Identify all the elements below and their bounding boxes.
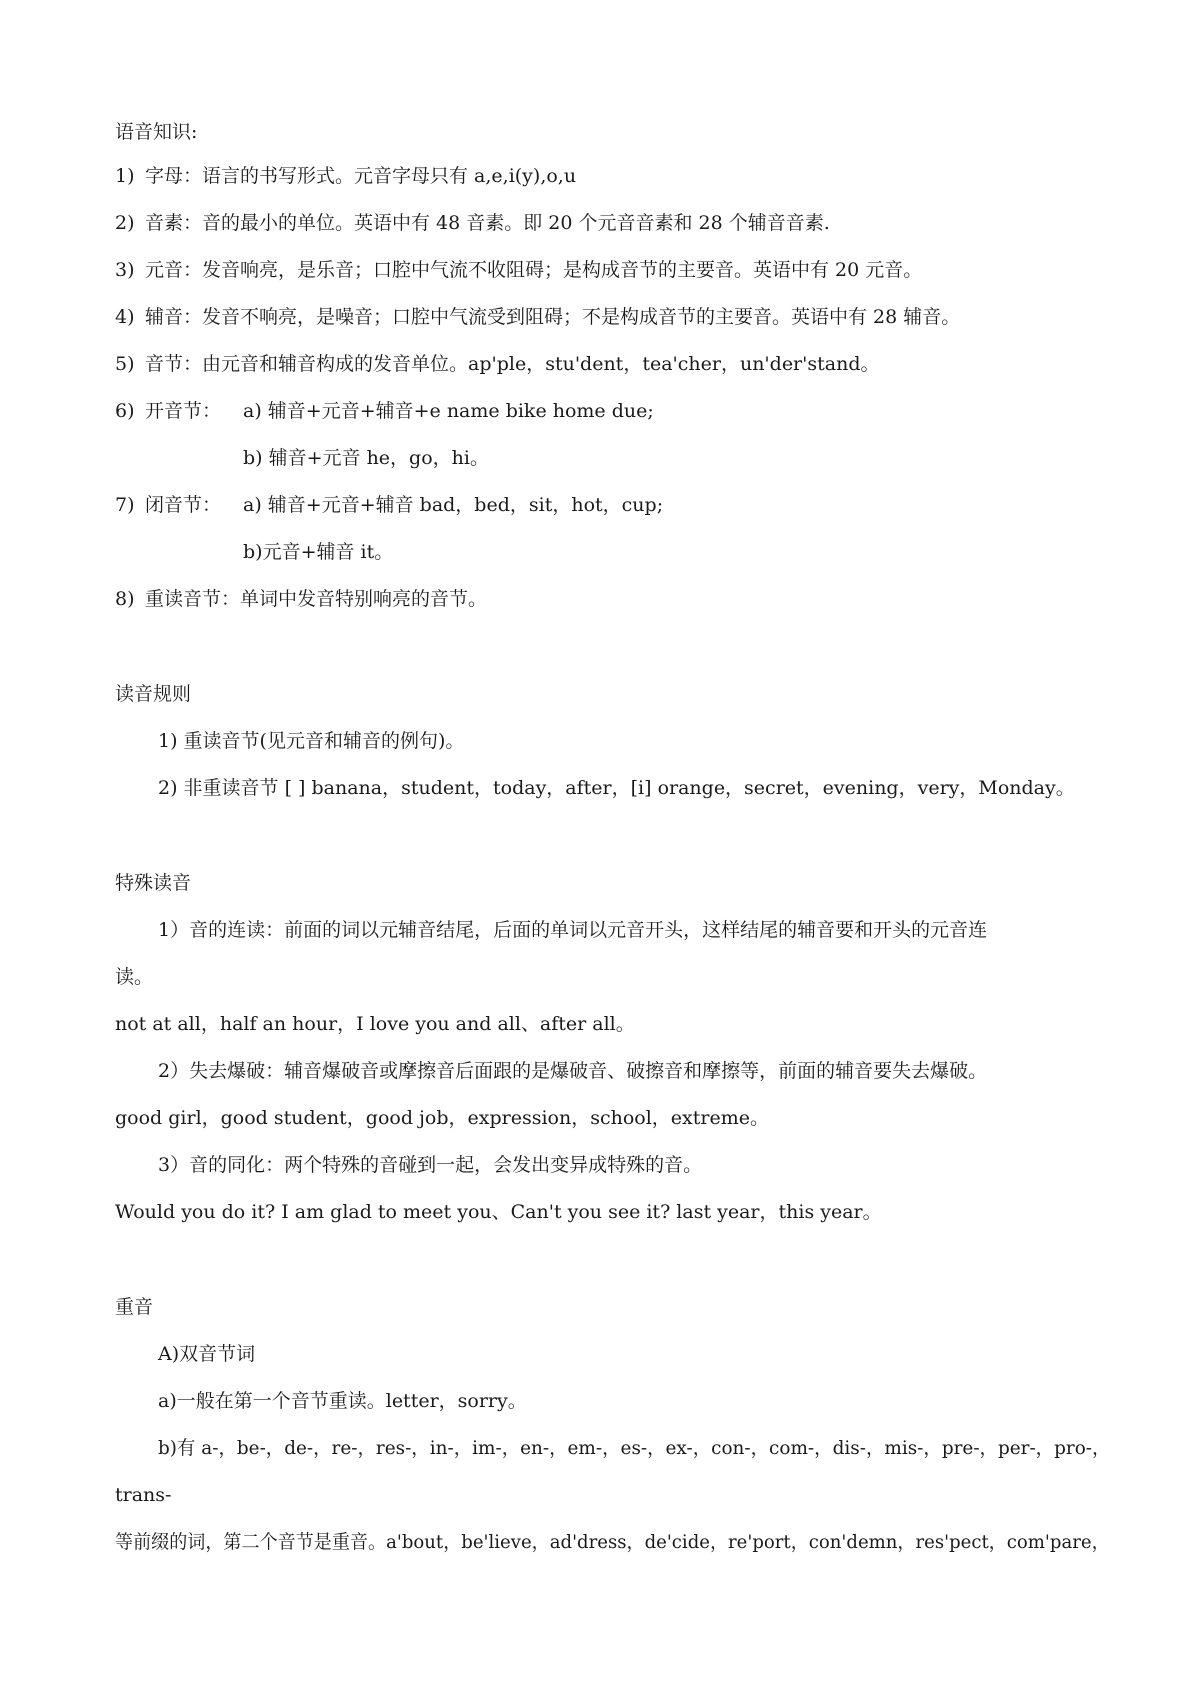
item-number: 4)	[115, 306, 135, 328]
section-heading-phonetics: 语音知识:	[115, 121, 198, 143]
assimilation: 3）音的同化：两个特殊的音碰到一起，会发出变异成特殊的音。	[158, 1154, 703, 1176]
incomplete-plosion-examples: good girl，good student，good job，expression，school，extreme。	[115, 1107, 769, 1129]
item-number: 7)	[115, 494, 135, 516]
item-number: 3)	[115, 259, 135, 281]
item-text: 音节：由元音和辅音构成的发音单位。ap'ple，stu'dent，tea'cher，un'der'stand。	[145, 353, 880, 375]
closed-syllable-a: a) 辅音+元音+辅音 bad，bed，sit，hot，cup;	[243, 494, 664, 516]
section-heading-special-pronunciation: 特殊读音	[115, 872, 192, 894]
liaison-examples: not at all，half an hour，I love you and all、after all。	[115, 1013, 635, 1035]
open-syllable-a: a) 辅音+元音+辅音+e name bike home due;	[243, 400, 654, 422]
item-number: 2)	[115, 212, 135, 234]
stress-rule-a: a)一般在第一个音节重读。letter，sorry。	[158, 1390, 527, 1412]
stress-rule-b-line-1: b)有 a-，be-，de-，re-，res-，in-，im-，en-，em-，es-，ex-，con-，com-，dis-，mis-，pre-，per-，pro-，	[158, 1437, 1111, 1459]
item-number: 5)	[115, 353, 135, 375]
liaison-line-1: 1）音的连读：前面的词以元辅音结尾，后面的单词以元音开头，这样结尾的辅音要和开头的元音连	[158, 919, 988, 941]
item-number: 8)	[115, 588, 135, 610]
section-heading-reading-rules: 读音规则	[115, 683, 192, 705]
open-syllable-b: b) 辅音+元音 he，go，hi。	[243, 447, 489, 469]
disyllabic-heading: A)双音节词	[158, 1343, 256, 1365]
item-text: 字母：语言的书写形式。元音字母只有 a,e,i(y),o,u	[145, 165, 577, 187]
item-number: 6)	[115, 400, 135, 422]
incomplete-plosion: 2）失去爆破：辅音爆破音或摩擦音后面跟的是爆破音、破擦音和摩擦等，前面的辅音要失去爆破。	[158, 1060, 988, 1082]
stress-rule-b-line-3: 等前缀的词，第二个音节是重音。a'bout，be'lieve，ad'dress，de'cide，re'port，con'demn，res'pect，com'pare，	[115, 1531, 1110, 1553]
closed-syllable-b: b)元音+辅音 it。	[243, 541, 394, 563]
item-number: 1)	[115, 165, 135, 187]
liaison-line-2: 读。	[115, 966, 154, 988]
item-text: 开音节：	[145, 400, 222, 422]
item-text: 音素：音的最小的单位。英语中有 48 音素。即 20 个元音音素和 28 个辅音音素.	[145, 212, 830, 234]
assimilation-examples: Would you do it? I am glad to meet you、Can't you see it? last year，this year。	[115, 1201, 882, 1223]
stress-rule-b-line-2: trans-	[115, 1484, 172, 1506]
item-text: 重读音节：单词中发音特别响亮的音节。	[145, 588, 488, 610]
item-text: 辅音：发音不响亮，是噪音；口腔中气流受到阻碍；不是构成音节的主要音。英语中有 28 辅音。	[145, 306, 961, 328]
section-heading-stress: 重音	[115, 1296, 154, 1318]
reading-rule-2: 2) 非重读音节 [ ] banana，student，today，after，[i] orange，secret，evening，very，Monday。	[158, 777, 1075, 799]
item-text: 闭音节：	[145, 494, 222, 516]
reading-rule-1: 1) 重读音节(见元音和辅音的例句)。	[158, 730, 465, 752]
item-text: 元音：发音响亮，是乐音；口腔中气流不收阻碍；是构成音节的主要音。英语中有 20 元音。	[145, 259, 923, 281]
